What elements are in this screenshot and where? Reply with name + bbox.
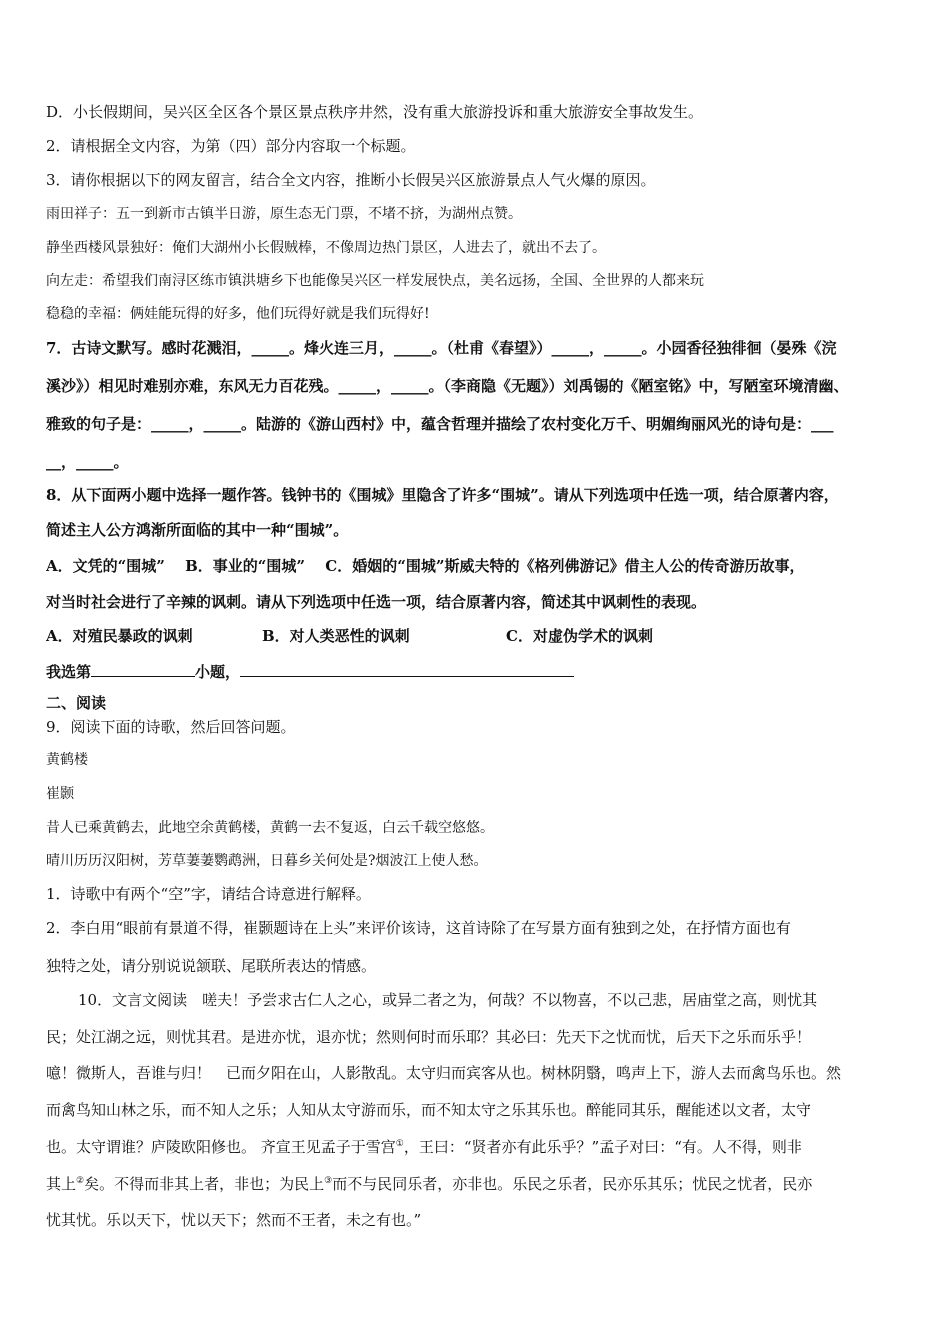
option-d: D．小长假期间，吴兴区全区各个景区景点秩序井然，没有重大旅游投诉和重大旅游安全事故发生。 (46, 103, 704, 121)
choice-suffix: 小题， (195, 663, 241, 681)
question-8-line-1: 8．从下面两小题中选择一题作答。钱钟书的《围城》里隐含了许多“围城”。请从下列选项中任选一项，结合原著内容， (46, 486, 839, 504)
answer-blank[interactable] (240, 660, 574, 677)
question-10-line-2: 民；处江湖之远，则忧其君。是进亦忧，退亦忧；然则何时而乐耶？其必曰：先天下之忧而忧，后天下之乐而乐乎！ (46, 1028, 812, 1046)
text-segment: 而不与民同乐者，亦非也。乐民之乐者，民亦乐其乐；忧民之忧者，民亦 (332, 1175, 813, 1193)
question-2: 2．请根据全文内容，为第（四）部分内容取一个标题。 (46, 137, 416, 155)
question-8-line-2: 简述主人公方鸿渐所面临的其中一种“围城”。 (46, 521, 349, 539)
poem-line-1: 昔人已乘黄鹤去，此地空余黄鹤楼，黄鹤一去不复返，白云千载空悠悠。 (46, 820, 494, 836)
question-10-line-7: 忧其忧。乐以天下，忧以天下；然而不王者，未之有也。” (46, 1211, 422, 1229)
question-10-line-3: 噫！微斯人，吾谁与归！ 已而夕阳在山，人影散乱。太守归而宾客从也。树林阴翳，鸣声上下，游人去而禽鸟乐也。然 (46, 1064, 842, 1082)
choice-blank[interactable] (91, 660, 195, 677)
text-segment: ，王曰：“贤者亦有此乐乎？”孟子对曰：“有。人不得，则非 (403, 1138, 802, 1156)
question-10-line-1: 10．文言文阅读 嗟夫！予尝求古仁人之心，或异二者之为，何哉？不以物喜，不以己悲，居庙堂之高，则忧其 (78, 991, 818, 1009)
footnote-marker-3: ③ (324, 1176, 333, 1186)
question-9: 9．阅读下面的诗歌，然后回答问题。 (46, 718, 296, 736)
question-8-line-3: 对当时社会进行了辛辣的讽刺。请从下列选项中任选一项，结合原著内容，简述其中讽刺性的表现。 (46, 593, 707, 611)
text-segment: 也。太守谓谁？庐陵欧阳修也。 齐宣王见孟子于雪宫 (46, 1138, 396, 1156)
choice-line (46, 660, 908, 682)
section-heading-reading: 二、阅读 (46, 694, 107, 712)
text-segment: 其上 (46, 1175, 77, 1193)
question-9-1: 1．诗歌中有两个“空”字，请结合诗意进行解释。 (46, 885, 371, 903)
poem-line-2: 晴川历历汉阳树，芳草萋萋鹦鹉洲，日暮乡关何处是?烟波江上使人愁。 (46, 853, 488, 869)
comment-3: 向左走：希望我们南浔区练市镇洪塘乡下也能像吴兴区一样发展快点，美名远扬，全国、全世界的人都来玩 (46, 273, 704, 289)
option-pseudo-science: C．对虚伪学术的讽刺 (506, 627, 653, 645)
comment-2: 静坐西楼风景独好：俺们大湖州小长假贼棒，不像周边热门景区，人进去了，就出不去了。 (46, 240, 606, 256)
footnote-marker-1: ① (395, 1139, 404, 1149)
poem-title: 黄鹤楼 (46, 752, 88, 768)
question-7-line-3: 雅致的句子是：_____，_____。陆游的《游山西村》中，蕴含哲理并描绘了农村变化万千、明媚绚丽风光的诗句是：___ (46, 415, 834, 433)
question-9-2-line-2: 独特之处，请分别说说颔联、尾联所表达的情感。 (46, 957, 377, 975)
question-9-2-line-1: 2．李白用“眼前有景道不得，崔颢题诗在上头”来评价该诗，这首诗除了在写景方面有独到之处，在抒情方面也有 (46, 919, 791, 937)
option-human-vice: B．对人类恶性的讽刺 (262, 627, 410, 645)
question-10-line-5 (46, 1137, 908, 1157)
question-7-line-2: 溪沙》）相见时难别亦难，东风无力百花残。_____，_____。（李商隐《无题》）刘禹锡的《陋室铭》中，写陋室环境清幽、 (46, 377, 849, 395)
comment-1: 雨田祥子：五一到新市古镇半日游，原生态无门票，不堵不挤，为湖州点赞。 (46, 206, 522, 222)
question-7-line-1: 7．古诗文默写。感时花溅泪，_____。烽火连三月，_____。（杜甫《春望》）_____，_____。小园香径独徘徊（晏殊《浣 (46, 339, 837, 357)
footnote-marker-2: ② (76, 1176, 85, 1186)
question-7-line-4: __，_____。 (46, 453, 129, 471)
question-8-options-b (46, 626, 908, 646)
choice-prefix: 我选第 (46, 663, 92, 681)
question-3: 3．请你根据以下的网友留言，结合全文内容，推断小长假吴兴区旅游景点人气火爆的原因。 (46, 171, 656, 189)
question-8-options-a: A．文凭的“围城” B．事业的“围城” C．婚姻的“围城”斯威夫特的《格列佛游记》借主人公的传奇游历故事， (46, 557, 805, 575)
comment-4: 稳稳的幸福：俩娃能玩得的好多，他们玩得好就是我们玩得好! (46, 306, 430, 322)
question-10-line-4: 而禽鸟知山林之乐，而不知人之乐；人知从太守游而乐，而不知太守之乐其乐也。醉能同其乐，醒能述以文者，太守 (46, 1101, 812, 1119)
poem-author: 崔颢 (46, 786, 74, 802)
text-segment: 矣。不得而非其上者，非也；为民上 (84, 1175, 325, 1193)
question-10-line-6 (46, 1174, 908, 1194)
option-colonial: A．对殖民暴政的讽刺 (46, 627, 193, 645)
